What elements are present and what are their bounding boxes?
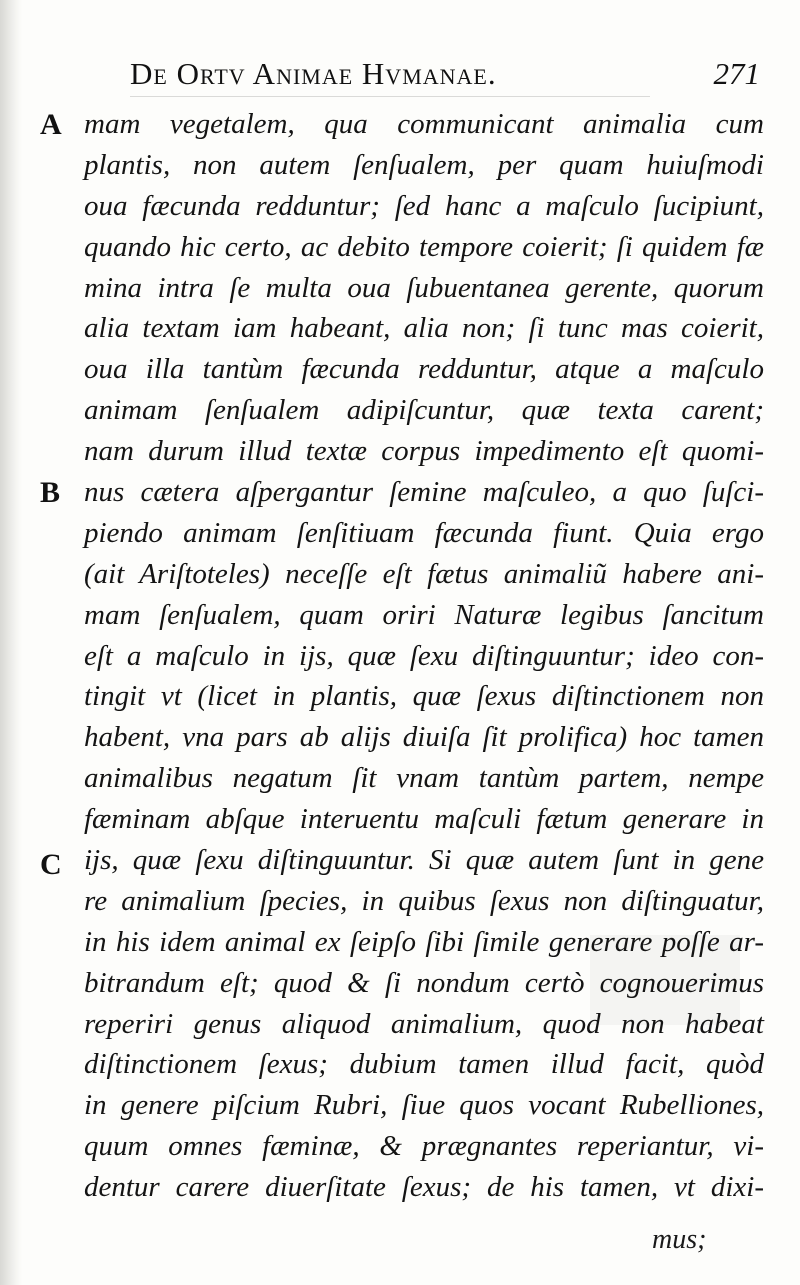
text-line-7: oua illa tantùm fæcunda redduntur, atque a maſculo — [84, 353, 764, 386]
text-line-26: quum omnes fæminæ, & prægnantes reperiantur, vi- — [84, 1130, 764, 1163]
text-line-18: fæminam abſque interuentu maſculi fætum generare in — [84, 803, 764, 836]
text-line-14: eſt a maſculo in ijs, quæ ſexu diſtinguuntur; ideo con- — [84, 639, 764, 672]
running-head-title: De Ortv Animae Hvmanae. — [130, 56, 497, 91]
text-line-20: re animalium ſpecies, in quibus ſexus non diſtinguatur, — [84, 884, 764, 917]
text-line-15: tingit vt (licet in plantis, quæ ſexus diſtinctionem non — [84, 680, 764, 713]
page-number: 271 — [713, 56, 760, 91]
catchword: mus; — [652, 1224, 707, 1255]
margin-mark-b: B — [40, 476, 61, 509]
text-line-3: oua fæcunda redduntur; ſed hanc a maſculo ſucipiunt, — [84, 189, 764, 222]
text-line-8: animam ſenſualem adipiſcuntur, quæ texta carent; — [84, 394, 764, 427]
text-line-25: in genere piſcium Rubri, ſiue quos vocant Rubelliones, — [84, 1089, 764, 1122]
text-line-9: nam durum illud textæ corpus impedimento eſt quomi- — [84, 435, 764, 468]
body-text — [84, 104, 764, 1208]
text-line-4: quando hic certo, ac debito tempore coierit; ſi quidem fæ — [84, 230, 764, 263]
text-line-13: mam ſenſualem, quam oriri Naturæ legibus ſancitum — [84, 598, 764, 631]
margin-mark-a: A — [40, 108, 62, 141]
running-head-rule — [130, 96, 650, 97]
text-line-10: nus cætera aſpergantur ſemine maſculeo, a quo ſuſci- — [84, 476, 764, 509]
text-line-1: mam vegetalem, qua communicant animalia cum — [84, 108, 764, 140]
text-line-12: (ait Ariſtoteles) neceſſe eſt fætus animaliũ habere ani- — [84, 557, 764, 590]
text-line-19: ijs, quæ ſexu diſtinguuntur. Si quæ autem ſunt in gene — [84, 844, 764, 877]
text-line-2: plantis, non autem ſenſualem, per quam huiuſmodi — [84, 148, 764, 181]
margin-mark-c: C — [40, 848, 62, 881]
running-head — [130, 56, 760, 96]
text-line-5: mina intra ſe multa oua ſubuentanea gerente, quorum — [84, 271, 764, 304]
text-line-22: bitrandum eſt; quod & ſi nondum certò cognouerimus — [84, 966, 764, 999]
text-line-6: alia textam iam habeant, alia non; ſi tunc mas coierit, — [84, 312, 764, 345]
text-line-27: dentur carere diuerſitate ſexus; de his tamen, vt dixi- — [84, 1171, 764, 1204]
text-line-11: piendo animam ſenſitiuam fæcunda fiunt. Quia ergo — [84, 516, 764, 549]
text-line-21: in his idem animal ex ſeipſo ſibi ſimile generare poſſe ar- — [84, 925, 764, 958]
text-line-17: animalibus negatum ſit vnam tantùm partem, nempe — [84, 762, 764, 795]
text-line-16: habent, vna pars ab alijs diuiſa ſit prolifica) hoc tamen — [84, 721, 764, 754]
text-line-24: diſtinctionem ſexus; dubium tamen illud facit, quòd — [84, 1048, 764, 1081]
text-line-23: reperiri genus aliquod animalium, quod non habeat — [84, 1007, 764, 1040]
